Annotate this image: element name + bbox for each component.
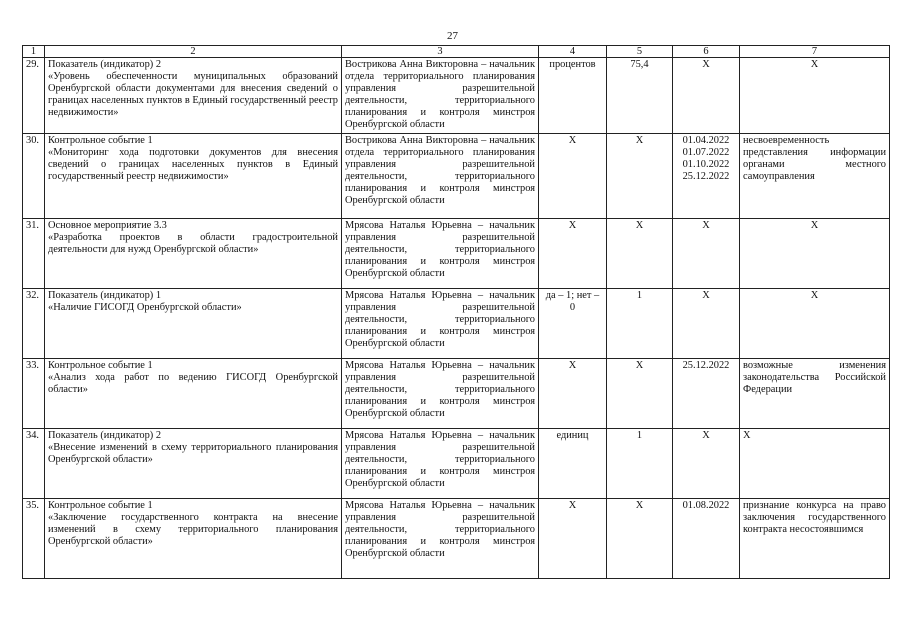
date-value: 01.04.2022 xyxy=(682,134,730,146)
table-row xyxy=(23,133,890,218)
value-cell: Х xyxy=(607,133,673,218)
header-col-1: 1 xyxy=(23,46,45,58)
note-cell: несвоевременность представления информации органами местного самоуправления xyxy=(740,133,890,218)
item-kind: Показатель (индикатор) 2 xyxy=(48,429,162,441)
value-cell: Х xyxy=(607,358,673,428)
row-number: 32. xyxy=(23,288,45,358)
value-cell: 1 xyxy=(607,288,673,358)
item-name: «Заключение государственного контракта на внесение изменений в схему территориального планирования Оренбургской области» xyxy=(48,511,338,547)
date-cell xyxy=(673,358,740,428)
table-row xyxy=(23,498,890,578)
plan-table xyxy=(22,45,890,579)
note-cell: Х xyxy=(740,218,890,288)
date-value: 01.10.2022 xyxy=(682,158,730,170)
row-number: 34. xyxy=(23,428,45,498)
item-kind: Показатель (индикатор) 1 xyxy=(48,289,162,301)
date-value: 25.12.2022 xyxy=(682,359,730,371)
date-cell xyxy=(673,58,740,134)
date-value: Х xyxy=(702,289,710,301)
item-cell xyxy=(45,133,342,218)
date-cell xyxy=(673,428,740,498)
date-value: Х xyxy=(702,59,710,70)
item-name: «Наличие ГИСОГД Оренбургской области» xyxy=(48,301,242,313)
value-cell: 75,4 xyxy=(607,58,673,134)
date-cell xyxy=(673,218,740,288)
date-cell xyxy=(673,498,740,578)
item-name: «Анализ хода работ по ведению ГИСОГД Оренбургской области» xyxy=(48,371,338,395)
date-cell xyxy=(673,288,740,358)
header-row xyxy=(23,46,890,58)
date-value: Х xyxy=(702,429,710,441)
note-cell: Х xyxy=(740,288,890,358)
responsible-cell: Мрясова Наталья Юрьевна – начальник управления разрешительной деятельности, территориального планирования и контроля минстроя Оренбургской области xyxy=(342,358,539,428)
item-name: «Уровень обеспеченности муниципальных образований Оренбургской области документами для внесения сведений о границах населенных пунктов в Единый государственный реестр недвижимости» xyxy=(48,71,338,119)
date-value: 25.12.2022 xyxy=(682,170,730,182)
item-cell xyxy=(45,498,342,578)
item-kind: Показатель (индикатор) 2 xyxy=(48,59,162,70)
note-cell: признание конкурса на право заключения государственного контракта несостоявшимся xyxy=(740,498,890,578)
page-number: 27 xyxy=(447,30,458,42)
unit-cell: процентов xyxy=(539,58,607,134)
row-number: 33. xyxy=(23,358,45,428)
header-col-3: 3 xyxy=(342,46,539,58)
header-col-4: 4 xyxy=(539,46,607,58)
table-row xyxy=(23,58,890,134)
item-kind: Основное мероприятие 3.3 xyxy=(48,219,167,231)
header-col-5: 5 xyxy=(607,46,673,58)
responsible-cell: Мрясова Наталья Юрьевна – начальник управления разрешительной деятельности, территориального планирования и контроля минстроя Оренбургской области xyxy=(342,288,539,358)
value-cell: 1 xyxy=(607,428,673,498)
item-cell xyxy=(45,218,342,288)
date-cell xyxy=(673,133,740,218)
note-cell: Х xyxy=(740,58,890,134)
note-cell: возможные изменения законодательства Российской Федерации xyxy=(740,358,890,428)
unit-cell: Х xyxy=(539,498,607,578)
item-cell xyxy=(45,288,342,358)
unit-cell: Х xyxy=(539,358,607,428)
note-cell: Х xyxy=(740,428,890,498)
responsible-cell: Вострикова Анна Викторовна – начальник отдела территориального планирования управления разрешительной деятельности, территориального планирования и контроля минстроя Оренбургской области xyxy=(342,58,539,134)
header-col-2: 2 xyxy=(45,46,342,58)
item-kind: Контрольное событие 1 xyxy=(48,134,153,146)
item-kind: Контрольное событие 1 xyxy=(48,499,153,511)
item-name: «Разработка проектов в области градостроительной деятельности для нужд Оренбургской области» xyxy=(48,231,338,255)
header-col-7: 7 xyxy=(740,46,890,58)
item-cell xyxy=(45,58,342,134)
table-row xyxy=(23,428,890,498)
item-kind: Контрольное событие 1 xyxy=(48,359,153,371)
value-cell: Х xyxy=(607,218,673,288)
unit-cell: Х xyxy=(539,218,607,288)
row-number: 31. xyxy=(23,218,45,288)
responsible-cell: Мрясова Наталья Юрьевна – начальник управления разрешительной деятельности, территориального планирования и контроля минстроя Оренбургской области xyxy=(342,498,539,578)
table-row xyxy=(23,288,890,358)
item-cell xyxy=(45,428,342,498)
item-name: «Внесение изменений в схему территориального планирования Оренбургской области» xyxy=(48,441,338,465)
item-name: «Мониторинг хода подготовки документов для внесения сведений о границах населенных пунктов в Единый государственный реестр недвижимости» xyxy=(48,146,338,182)
responsible-cell: Вострикова Анна Викторовна – начальник отдела территориального планирования управления разрешительной деятельности, территориального планирования и контроля минстроя Оренбургской области xyxy=(342,133,539,218)
row-number: 35. xyxy=(23,498,45,578)
value-cell: Х xyxy=(607,498,673,578)
responsible-cell: Мрясова Наталья Юрьевна – начальник управления разрешительной деятельности, территориального планирования и контроля минстроя Оренбургской области xyxy=(342,428,539,498)
row-number: 30. xyxy=(23,133,45,218)
item-cell xyxy=(45,358,342,428)
date-value: 01.07.2022 xyxy=(682,146,730,158)
unit-cell: Х xyxy=(539,133,607,218)
row-number: 29. xyxy=(23,58,45,134)
date-value: 01.08.2022 xyxy=(682,499,730,511)
responsible-cell: Мрясова Наталья Юрьевна – начальник управления разрешительной деятельности, территориального планирования и контроля минстроя Оренбургской области xyxy=(342,218,539,288)
unit-cell: да – 1; нет – 0 xyxy=(539,288,607,358)
table-row xyxy=(23,358,890,428)
table-row xyxy=(23,218,890,288)
unit-cell: единиц xyxy=(539,428,607,498)
date-value: Х xyxy=(702,219,710,231)
header-col-6: 6 xyxy=(673,46,740,58)
